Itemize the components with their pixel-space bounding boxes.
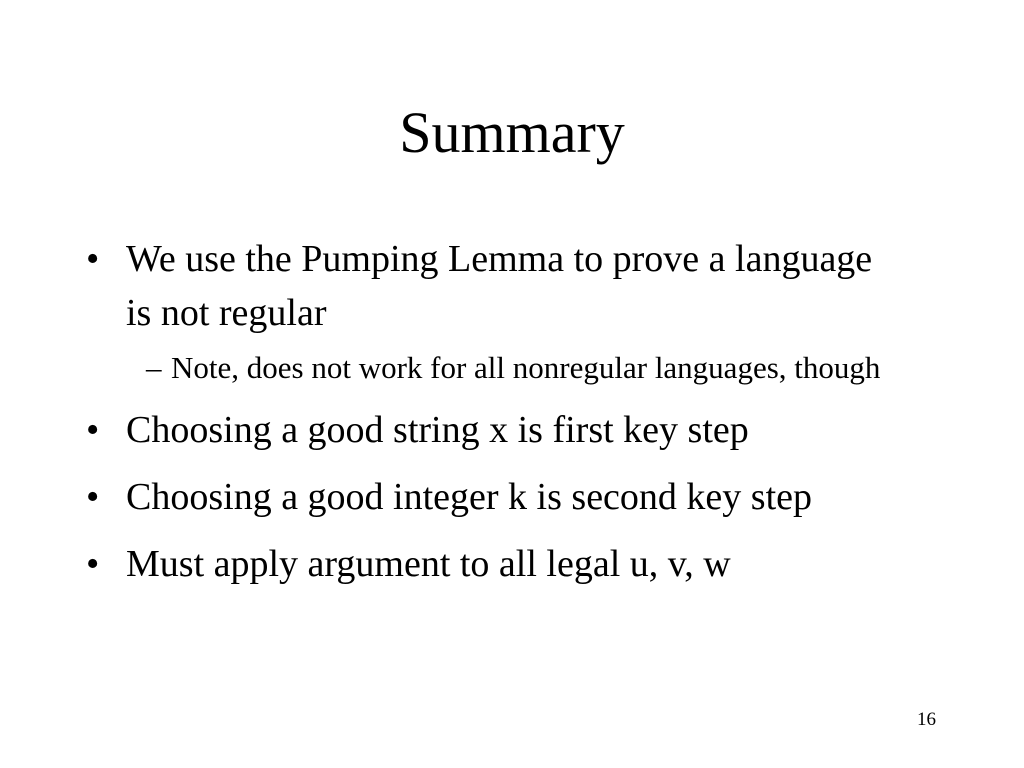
bullet-item xyxy=(86,470,906,524)
bullet-list xyxy=(86,232,906,604)
bullet-marker: • xyxy=(86,476,100,518)
subbullet-item xyxy=(146,346,906,390)
bullet-marker: • xyxy=(86,238,100,280)
bullet-text: Choosing a good integer k is second key step xyxy=(126,476,813,518)
bullet-marker: • xyxy=(86,409,100,451)
subbullet-list xyxy=(146,346,906,390)
bullet-marker: • xyxy=(86,543,100,585)
bullet-item xyxy=(86,232,906,390)
subbullet-marker: – xyxy=(146,350,162,385)
subbullet-text: Note, does not work for all nonregular languages, though xyxy=(171,350,881,385)
page-number: 16 xyxy=(917,709,936,730)
slide-title: Summary xyxy=(399,100,625,165)
bullet-item xyxy=(86,537,906,591)
bullet-text: Choosing a good string x is first key step xyxy=(126,409,749,451)
bullet-item xyxy=(86,403,906,457)
bullet-text: We use the Pumping Lemma to prove a language is not regular xyxy=(126,238,873,334)
bullet-text: Must apply argument to all legal u, v, w xyxy=(126,543,731,585)
